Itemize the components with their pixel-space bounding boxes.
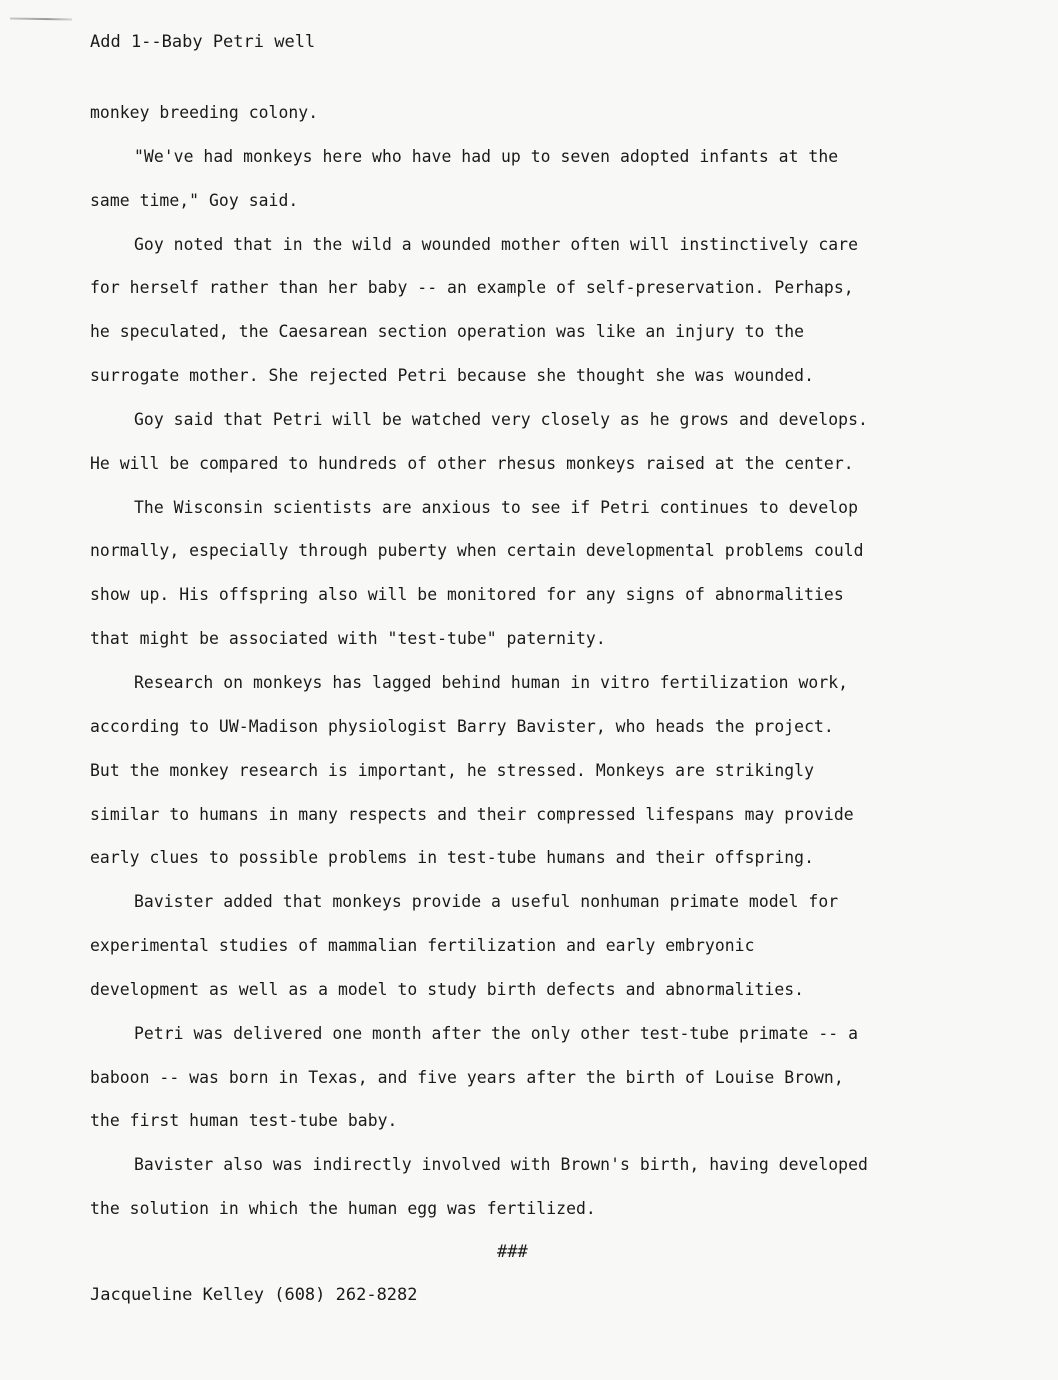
end-mark: ### — [497, 1242, 528, 1262]
text-line: normally, especially through puberty when certain developmental problems could — [90, 541, 864, 561]
text-line: development as well as a model to study birth defects and abnormalities. — [90, 979, 805, 999]
text-line: Goy noted that in the wild a wounded mother often will instinctively care — [134, 234, 859, 254]
corner-pencil-mark — [10, 17, 72, 20]
text-line: that might be associated with "test-tube" paternity. — [90, 629, 606, 649]
text-line: early clues to possible problems in test-tube humans and their offspring. — [90, 848, 815, 868]
page-slug: Add 1--Baby Petri well — [90, 32, 316, 52]
text-line: baboon -- was born in Texas, and five years after the birth of Louise Brown, — [90, 1067, 844, 1087]
text-line: Bavister also was indirectly involved with Brown's birth, having developed — [134, 1155, 868, 1175]
text-line: the first human test-tube baby. — [90, 1111, 398, 1131]
text-line: same time," Goy said. — [90, 190, 299, 210]
text-line: surrogate mother. She rejected Petri because she thought she was wounded. — [90, 366, 815, 386]
text-line: Petri was delivered one month after the only other test-tube primate -- a — [134, 1023, 859, 1043]
text-line: He will be compared to hundreds of other rhesus monkeys raised at the center. — [90, 453, 854, 473]
text-line: he speculated, the Caesarean section operation was like an injury to the — [90, 322, 805, 342]
text-line: But the monkey research is important, he stressed. Monkeys are strikingly — [90, 760, 815, 780]
text-line: monkey breeding colony. — [90, 103, 319, 122]
text-line: the solution in which the human egg was fertilized. — [90, 1199, 596, 1219]
text-line: Bavister added that monkeys provide a useful nonhuman primate model for — [134, 892, 839, 912]
text-line: similar to humans in many respects and their compressed lifespans may provide — [90, 804, 854, 824]
text-line: The Wisconsin scientists are anxious to see if Petri continues to develop — [134, 497, 859, 517]
text-line: Goy said that Petri will be watched very closely as he grows and develops. — [134, 409, 868, 429]
body-text — [90, 98, 960, 1238]
text-line: Research on monkeys has lagged behind human in vitro fertilization work, — [134, 672, 849, 692]
text-line: experimental studies of mammalian fertilization and early embryonic — [90, 936, 755, 956]
text-line: "We've had monkeys here who have had up to seven adopted infants at the — [134, 146, 839, 166]
text-line: show up. His offspring also will be monitored for any signs of abnormalities — [90, 585, 844, 605]
contact-line: Jacqueline Kelley (608) 262-8282 — [90, 1285, 418, 1305]
text-line: for herself rather than her baby -- an example of self-preservation. Perhaps, — [90, 278, 854, 298]
text-line: according to UW-Madison physiologist Barry Bavister, who heads the project. — [90, 716, 834, 736]
